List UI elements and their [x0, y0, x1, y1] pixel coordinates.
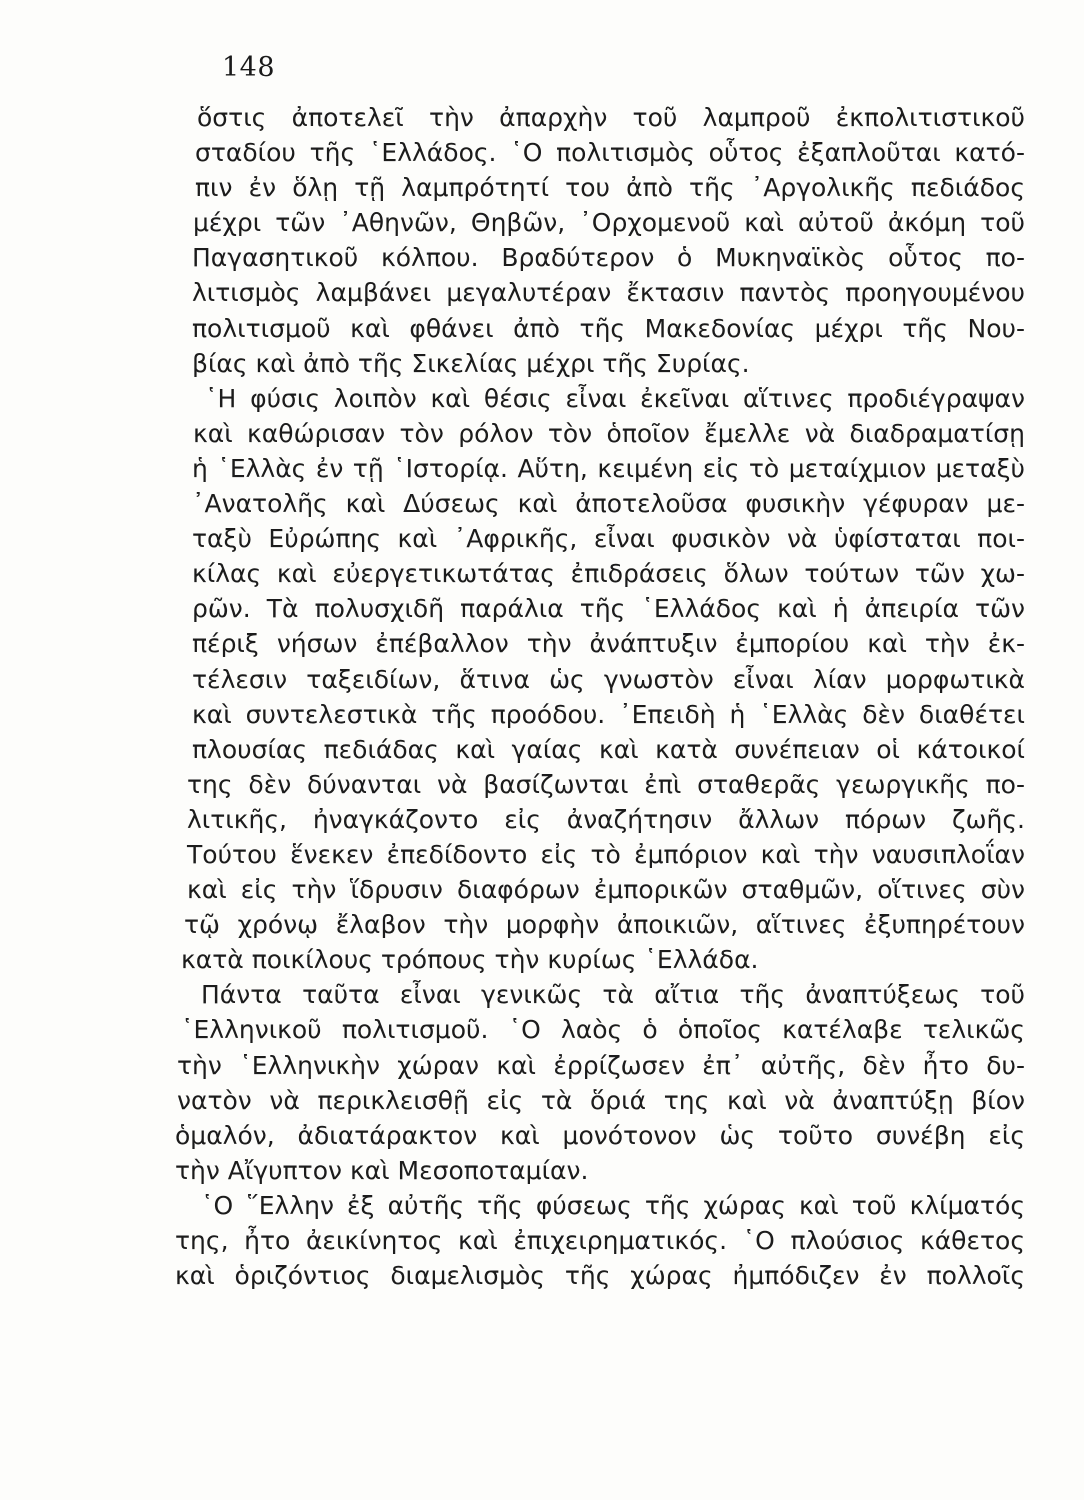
text-line: της δὲν δύνανται νὰ βασίζωνται ἐπὶ σταθερᾶς γεωργικῆς πο-	[187, 769, 1025, 799]
text-line: πολιτισμοῦ καὶ φθάνει ἀπὸ τῆς Μακεδονίας μέχρι τῆς Νου-	[192, 313, 1025, 343]
text-line: καὶ καθώρισαν τὸν ρόλον τὸν ὁποῖον ἔμελλε νὰ διαδραματίσῃ	[193, 418, 1025, 448]
text-line: πιν ἐν ὅλῃ τῇ λαμπρότητί του ἀπὸ τῆς ᾿Αργολικῆς πεδιάδος	[195, 173, 1025, 203]
text-line: ὅστις ἀποτελεῖ τὴν ἀπαρχὴν τοῦ λαμπροῦ ἐκπολιτιστικοῦ	[197, 103, 1025, 132]
text-line: πέριξ νήσων ἐπέβαλλον τὴν ἀνάπτυξιν ἐμπορίου καὶ τὴν ἐκ-	[192, 629, 1025, 659]
text-line: καὶ ὁριζόντιος διαμελισμὸς τῆς χώρας ἠμπόδιζεν ἐν πολλοῖς	[175, 1261, 1025, 1291]
body-text	[175, 100, 1025, 1293]
text-line: ᾿Ανατολῆς καὶ Δύσεως καὶ ἀποτελοῦσα φυσικὴν γέφυραν με-	[192, 489, 1025, 519]
text-line: ῾Ελληνικοῦ πολιτισμοῦ. ῾Ο λαὸς ὁ ὁποῖος κατέλαβε τελικῶς	[181, 1015, 1025, 1045]
text-line: λιτικῆς, ἠναγκάζοντο εἰς ἀναζήτησιν ἄλλων πόρων ζωῆς.	[187, 804, 1025, 834]
text-line: ἡ ῾Ελλὰς ἐν τῇ ῾Ιστορίᾳ. Αὕτη, κειμένη εἰς τὸ μεταίχμιον μεταξὺ	[192, 453, 1025, 483]
text-line: πλουσίας πεδιάδας καὶ γαίας καὶ κατὰ συνέπειαν οἱ κάτοικοί	[192, 734, 1025, 764]
text-line: τῷ χρόνῳ ἔλαβον τὴν μορφὴν ἀποικιῶν, αἵτινες ἐξυπηρέτουν	[184, 910, 1025, 940]
text-line: καὶ εἰς τὴν ἵδρυσιν διαφόρων ἐμπορικῶν σταθμῶν, οἵτινες σὺν	[187, 875, 1025, 905]
text-line: ὁμαλόν, ἀδιατάρακτον καὶ μονότονον ὡς τοῦτο συνέβη εἰς	[175, 1120, 1025, 1150]
text-line: ῾Η φύσις λοιπὸν καὶ θέσις εἶναι ἐκεῖναι αἵτινες προδιέγραψαν	[205, 383, 1025, 413]
text-line: κίλας καὶ εὐεργετικωτάτας ἐπιδράσεις ὅλων τούτων τῶν χω-	[192, 559, 1025, 589]
text-line: βίας καὶ ἀπὸ τῆς Σικελίας μέχρι τῆς Συρίας.	[192, 348, 750, 378]
text-line: τὴν Αἴγυπτον καὶ Μεσοποταμίαν.	[175, 1155, 589, 1185]
text-line: λιτισμὸς λαμβάνει μεγαλυτέραν ἔκτασιν παντὸς προηγουμένου	[192, 278, 1025, 308]
text-line: τέλεσιν ταξειδίων, ἅτινα ὡς γνωστὸν εἶναι λίαν μορφωτικὰ	[192, 664, 1025, 694]
text-line: σταδίου τῆς ῾Ελλάδος. ῾Ο πολιτισμὸς οὗτος ἐξαπλοῦται κατό-	[195, 138, 1025, 168]
text-line: καὶ συντελεστικὰ τῆς προόδου. ᾿Επειδὴ ἡ ῾Ελλὰς δὲν διαθέτει	[192, 699, 1025, 729]
page-number: 148	[222, 52, 276, 83]
text-line: Τούτου ἕνεκεν ἐπεδίδοντο εἰς τὸ ἐμπόριον καὶ τὴν ναυσιπλοΐαν	[187, 839, 1025, 869]
text-line: της, ἦτο ἀεικίνητος καὶ ἐπιχειρηματικός. ῾Ο πλούσιος κάθετος	[175, 1226, 1025, 1255]
text-line: ρῶν. Τὰ πολυσχιδῆ παράλια τῆς ῾Ελλάδος καὶ ἡ ἀπειρία τῶν	[192, 594, 1025, 624]
text-line: Παγασητικοῦ κόλπου. Βραδύτερον ὁ Μυκηναϊκὸς οὗτος πο-	[192, 243, 1025, 273]
text-line: ῾Ο ῞Ελλην ἐξ αὐτῆς τῆς φύσεως τῆς χώρας καὶ τοῦ κλίματός	[201, 1190, 1025, 1220]
text-line: τὴν ῾Ελληνικὴν χώραν καὶ ἐρρίζωσεν ἐπ᾿ αὐτῆς, δὲν ἦτο δυ-	[177, 1050, 1025, 1080]
text-line: ταξὺ Εὐρώπης καὶ ᾿Αφρικῆς, εἶναι φυσικὸν νὰ ὑφίσταται ποι-	[192, 524, 1025, 554]
text-line: νατὸν νὰ περικλεισθῇ εἰς τὰ ὅριά της καὶ νὰ ἀναπτύξῃ βίον	[177, 1085, 1025, 1115]
text-line: Πάντα ταῦτα εἶναι γενικῶς τὰ αἴτια τῆς ἀναπτύξεως τοῦ	[201, 980, 1025, 1010]
text-line: κατὰ ποικίλους τρόπους τὴν κυρίως ῾Ελλάδα.	[181, 945, 759, 975]
text-line: μέχρι τῶν ᾿Αθηνῶν, Θηβῶν, ᾿Ορχομενοῦ καὶ αὐτοῦ ἀκόμη τοῦ	[193, 208, 1025, 238]
